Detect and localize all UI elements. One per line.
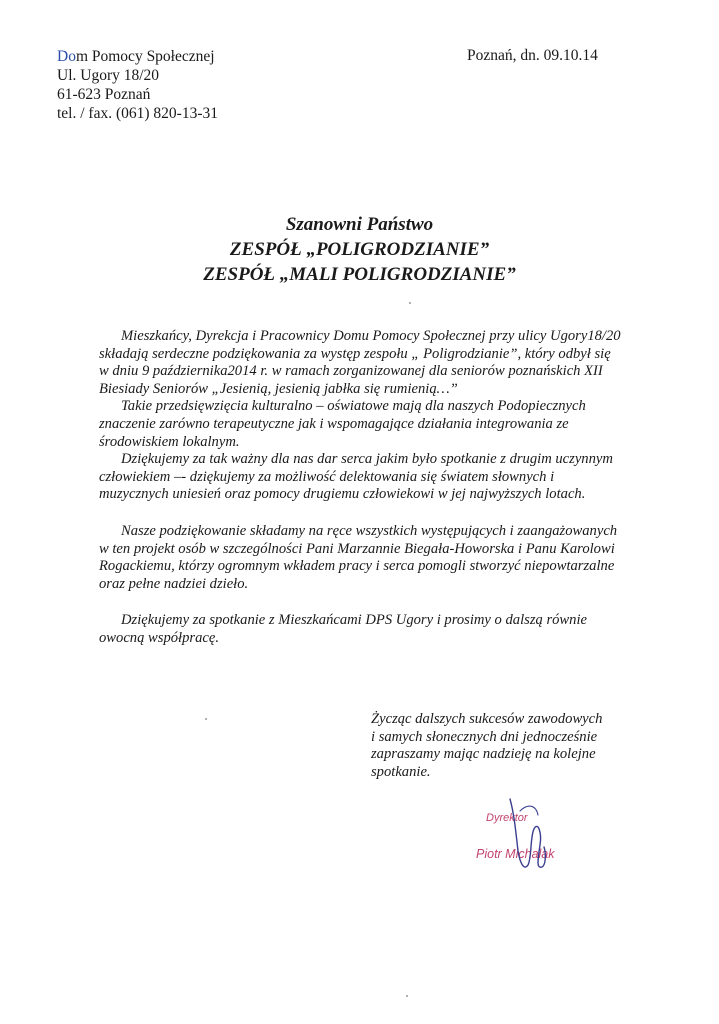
- letter-body: [99, 328, 624, 648]
- stamp-name: Piotr Michalak: [476, 847, 555, 861]
- paragraph-3: Dziękujemy za tak ważny dla nas dar serca jakim było spotkanie z drugim uczynnym człowiekiem –- dziękujemy za możliwość delektowania się światem słownych i muzycznych uniesień oraz pomocy drugiemu człowiekowi w jej najwyższych lotach.: [99, 451, 613, 503]
- sender-name-rest: m Pomocy Społecznej: [75, 48, 215, 65]
- closing-line-2: i samych słonecznych dni jednocześnie: [371, 728, 598, 745]
- scan-speck: [406, 995, 408, 997]
- closing-line-1: Życząc dalszych sukcesów zawodowych: [371, 711, 603, 727]
- sender-phone: tel. / fax. (061) 820-13-31: [57, 105, 218, 122]
- closing-line-4: spotkanie.: [371, 763, 431, 780]
- signature-icon: [480, 793, 610, 883]
- sender-postcode: 61-623 Poznań: [57, 86, 151, 103]
- stamp-title: Dyrektor: [486, 812, 528, 824]
- sender-name-prefix: Do: [57, 48, 76, 65]
- greeting: Szanowni Państwo: [285, 214, 434, 235]
- scan-speck: [409, 302, 411, 304]
- scan-speck: [205, 718, 207, 720]
- sender-address: [57, 47, 218, 123]
- paragraph-2: Takie przedsięwzięcia kulturalno – oświatowe mają dla naszych Podopiecznych znaczenie zarówno terapeutyczne jak i wspomagające działania integrowania ze środowiskiem lokalnym.: [99, 398, 586, 450]
- closing-wishes: [371, 711, 602, 781]
- paragraph-5: Dziękujemy za spotkanie z Mieszkańcami DPS Ugory i prosimy o dalszą równie owocną współpracę.: [99, 612, 587, 646]
- heading-line-2: ZESPÓŁ „MALI POLIGRODZIANIE”: [203, 264, 516, 285]
- paragraph-1: Mieszkańcy, Dyrekcja i Pracownicy Domu Pomocy Społecznej przy ulicy Ugory18/20 składają serdeczne podziękowania za występ zespołu „ Poligrodzianie”, który odbył się w dniu 9 października2014 r. w ramach zorganizowanej dla seniorów poznańskich XII Biesiady Seniorów „Jesienią, jesienią jabłka się rumienią…”: [99, 328, 621, 397]
- letter-heading: [0, 212, 719, 287]
- paragraph-4: Nasze podziękowanie składamy na ręce wszystkich występujących i zaangażowanych w ten projekt osób w szczególności Pani Marzannie Biegała-Howorska i Panu Karolowi Rogackiemu, którzy ogromnym wkładem pracy i serca pomogli stworzyć niepowtarzalne oraz pełne nadziei dzieło.: [99, 522, 618, 592]
- closing-line-3: zapraszamy mając nadzieję na kolejne: [371, 746, 596, 763]
- sender-street: Ul. Ugory 18/20: [57, 67, 160, 84]
- heading-line-1: ZESPÓŁ „POLIGRODZIANIE”: [229, 239, 490, 260]
- sender-name: [57, 47, 218, 66]
- letter-date: Poznań, dn. 09.10.14: [467, 47, 598, 64]
